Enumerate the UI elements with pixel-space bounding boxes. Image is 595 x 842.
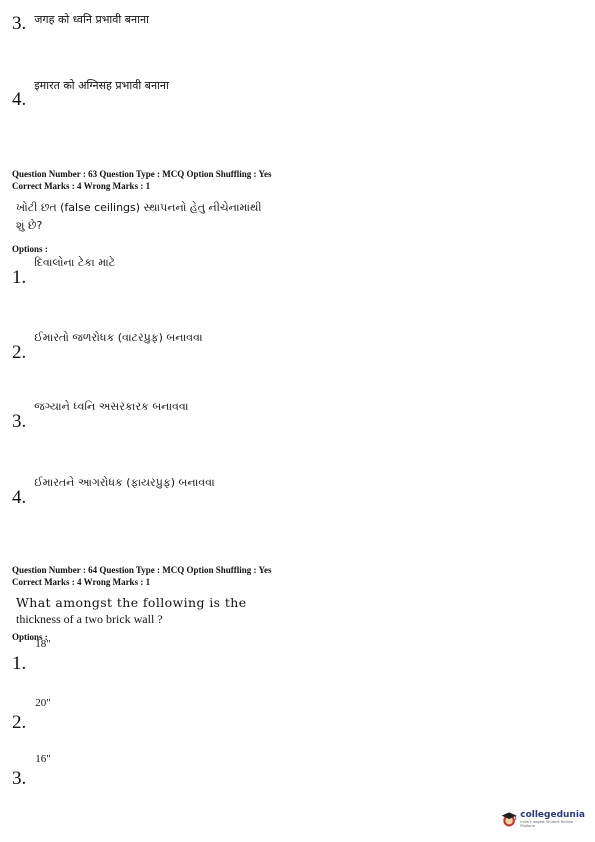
question-meta	[12, 168, 271, 192]
options-label: Options :	[12, 244, 48, 254]
question-text-line2: thickness of a two brick wall ?	[16, 612, 163, 626]
option-number: 3.	[12, 13, 27, 34]
option-2[interactable]	[12, 697, 51, 733]
option-number: 1.	[12, 267, 27, 288]
option-number: 3.	[12, 768, 27, 789]
option-3[interactable]	[12, 753, 51, 789]
option-text: દિવાલોના ટેકા માટે	[34, 256, 116, 269]
prev-option-4	[12, 80, 169, 110]
option-1[interactable]	[12, 638, 51, 674]
question-text-line1: ખોટી છત (false ceilings) સ્થાપનનો હેતુ નીચેનામાંથી	[16, 201, 262, 214]
prev-option-3	[12, 14, 149, 34]
question-text-line1: What amongst the following is the	[16, 595, 247, 610]
options-label: Options :	[12, 632, 48, 642]
option-number: 3.	[12, 411, 27, 432]
question-text	[16, 594, 247, 628]
option-text: इमारत को अग्निसह प्रभावी बनाना	[34, 79, 169, 92]
graduation-cap-icon	[500, 808, 518, 830]
question-meta-line1: Question Number : 63 Question Type : MCQ Option Shuffling : Yes	[12, 169, 272, 179]
collegedunia-watermark	[500, 805, 585, 833]
option-text: 18"	[35, 638, 51, 650]
brand-tagline: India's largest Student Review Platform	[520, 820, 574, 828]
option-text: ઈમારતને આગરોધક (ફાયરપ્રુફ) બનાવવા	[34, 476, 215, 489]
option-number: 2.	[12, 342, 27, 363]
option-number: 4.	[12, 89, 27, 110]
question-text-line2: શું છે?	[16, 219, 43, 232]
option-2[interactable]	[12, 333, 203, 363]
question-meta	[12, 564, 271, 588]
option-text: જગ્યાને ધ્વનિ અસરકારક બનાવવા	[34, 400, 189, 413]
option-number: 1.	[12, 653, 27, 674]
option-number: 2.	[12, 712, 27, 733]
option-text: 20"	[35, 697, 51, 709]
option-number: 4.	[12, 487, 27, 508]
option-1[interactable]	[12, 258, 115, 288]
question-text	[16, 199, 262, 235]
option-text: 16"	[35, 753, 51, 765]
question-meta-line1: Question Number : 64 Question Type : MCQ Option Shuffling : Yes	[12, 565, 272, 575]
option-3[interactable]	[12, 402, 188, 432]
option-4[interactable]	[12, 478, 215, 508]
option-text: जगह को ध्वनि प्रभावी बनाना	[34, 13, 149, 26]
question-meta-line2: Correct Marks : 4 Wrong Marks : 1	[12, 577, 151, 587]
brand-name: collegedunia	[520, 810, 585, 820]
option-text: ઈમારતો જળરોધક (વાટરપ્રુફ) બનાવવા	[34, 331, 203, 344]
question-meta-line2: Correct Marks : 4 Wrong Marks : 1	[12, 181, 151, 191]
